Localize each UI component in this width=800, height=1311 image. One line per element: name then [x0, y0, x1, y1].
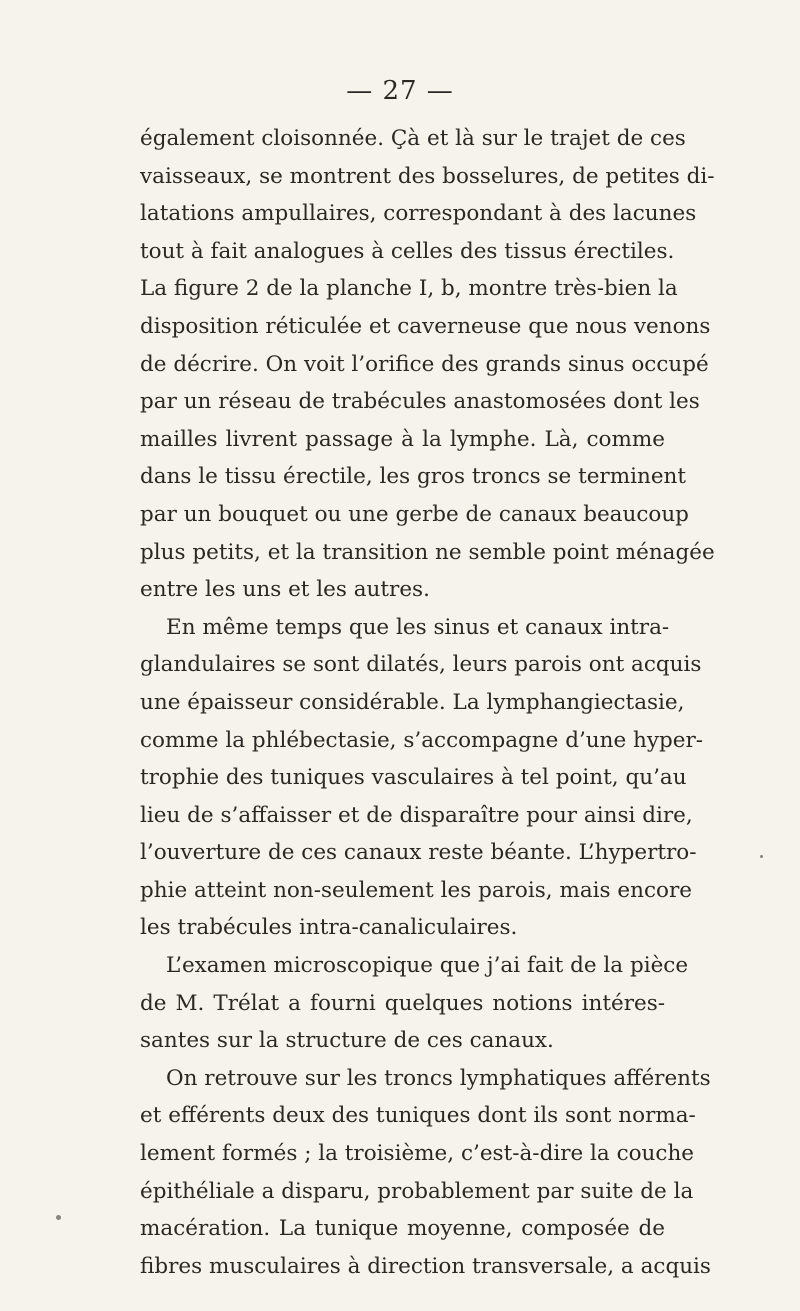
- text-line: de décrire. On voit l’orifice des grands sinus occupé: [140, 351, 709, 377]
- text-line: tout à fait analogues à celles des tissus érectiles.: [140, 238, 675, 264]
- text-line: La figure 2 de la planche I, b, montre très-bien la: [140, 276, 678, 302]
- paper-speck: [56, 1215, 61, 1220]
- text-line: lieu de s’affaisser et de disparaître pour ainsi dire,: [140, 802, 693, 828]
- text-line: les trabécules intra-canaliculaires.: [140, 915, 518, 941]
- text-line: latations ampullaires, correspondant à des lacunes: [140, 201, 697, 227]
- text-line: glandulaires se sont dilatés, leurs parois ont acquis: [140, 652, 702, 678]
- text-line: par un bouquet ou une gerbe de canaux beaucoup: [140, 501, 689, 527]
- text-line: plus petits, et la transition ne semble point ménagée: [140, 539, 715, 565]
- text-line: disposition réticulée et caverneuse que nous venons: [140, 313, 711, 339]
- text-line: et efférents deux des tuniques dont ils sont norma-: [140, 1103, 696, 1129]
- text-line: fibres musculaires à direction transversale, a acquis: [140, 1253, 711, 1279]
- page-number: — 27 —: [346, 76, 454, 106]
- paper-speck: [760, 855, 763, 858]
- text-line: par un réseau de trabécules anastomosées dont les: [140, 389, 700, 415]
- paragraph-first-line: En même temps que les sinus et canaux intra-: [166, 614, 670, 640]
- text-line: également cloisonnée. Çà et là sur le trajet de ces: [140, 126, 686, 151]
- body-text: [140, 120, 715, 1285]
- text-line: épithéliale a disparu, probablement par suite de la: [140, 1178, 694, 1204]
- text-line: vaisseaux, se montrent des bosselures, de petites di-: [140, 163, 715, 189]
- text-line: de M. Trélat a fourni quelques notions intéres-: [140, 990, 665, 1016]
- paragraph-first-line: On retrouve sur les troncs lymphatiques afférents: [166, 1065, 711, 1091]
- text-line: une épaisseur considérable. La lymphangiectasie,: [140, 689, 685, 715]
- text-line: mailles livrent passage à la lymphe. Là, comme: [140, 426, 665, 452]
- text-line: entre les uns et les autres.: [140, 577, 430, 603]
- text-line: comme la phlébectasie, s’accompagne d’une hyper-: [140, 727, 704, 753]
- paragraph-first-line: L’examen microscopique que j’ai fait de la pièce: [166, 953, 689, 979]
- text-line: dans le tissu érectile, les gros troncs se terminent: [140, 464, 687, 490]
- text-line: macération. La tunique moyenne, composée de: [140, 1216, 665, 1242]
- text-line: santes sur la structure de ces canaux.: [140, 1028, 554, 1054]
- text-line: phie atteint non-seulement les parois, mais encore: [140, 877, 692, 903]
- text-line: trophie des tuniques vasculaires à tel point, qu’au: [140, 765, 687, 791]
- text-line: lement formés ; la troisième, c’est-à-dire la couche: [140, 1141, 695, 1167]
- text-line: l’ouverture de ces canaux reste béante. L’hypertro-: [140, 840, 697, 866]
